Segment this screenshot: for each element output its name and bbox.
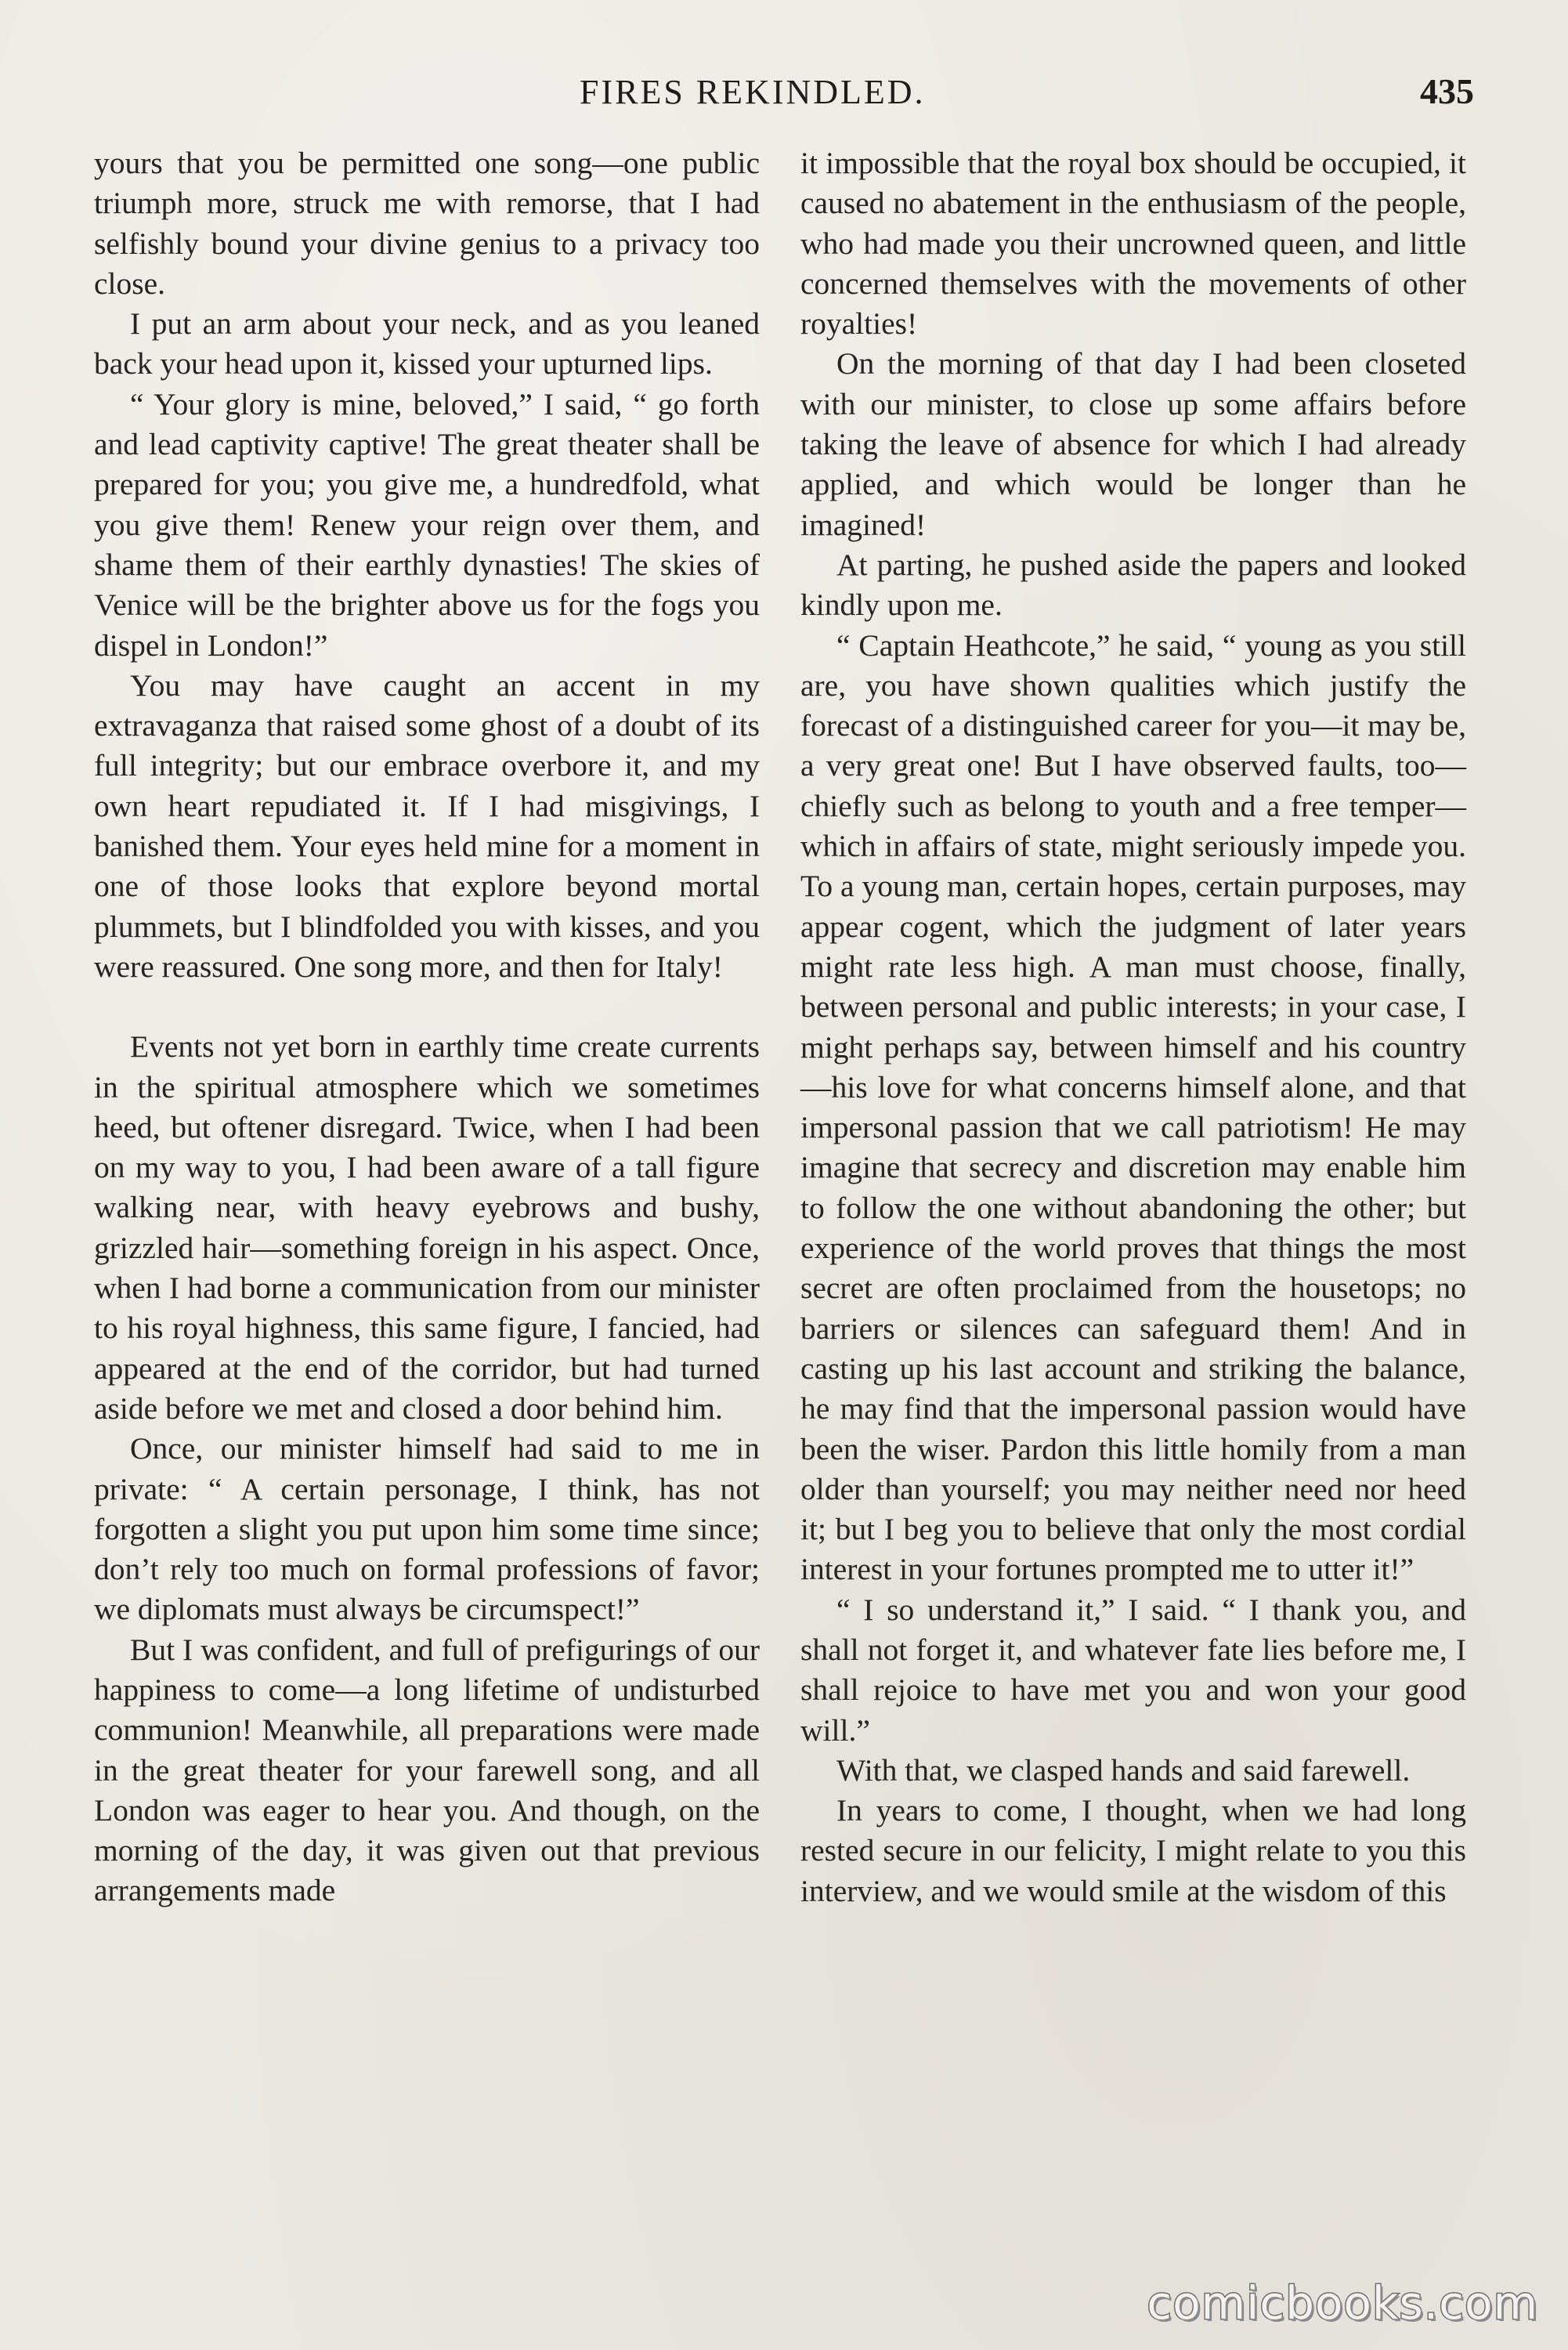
paragraph: “ I so understand it,” I said. “ I thank you, and shall not forget it, and whatever fate lies before me, I shall rejoice to have met you and won your good will.” (800, 1592, 1466, 1748)
running-title: FIRES REKINDLED. (580, 73, 926, 111)
page-number: 435 (1420, 71, 1474, 111)
paragraph: With that, we clasped hands and said farewell. (836, 1752, 1411, 1788)
paragraph: it impossible that the royal box should be occupied, it caused no abatement in the enthusiasm of the people, who had made you their uncrowned queen, and little concerned themselves with the movements of other royalties! (800, 146, 1466, 342)
paragraph: On the morning of that day I had been closeted with our minister, to close up some affairs before taking the leave of absence for which I had already applied, and which would be longer than he imagined! (800, 346, 1466, 542)
paragraph: I put an arm about your neck, and as you leaned back your head upon it, kissed your upturned lips. (94, 306, 760, 381)
left-column (94, 143, 760, 1911)
right-column (800, 143, 1466, 1911)
paragraph: “ Your glory is mine, beloved,” I said, “ go forth and lead captivity captive! The great theater shall be prepared for you; you give me, a hundredfold, what you give them! Renew your reign over them, and shame them of their earthly dynasties! The skies of Venice will be the brighter above us for the fogs you dispel in London!” (94, 386, 760, 663)
paragraph: Events not yet born in earthly time create currents in the spiritual atmosphere which we sometimes heed, but oftener disregard. Twice, when I had been on my way to you, I had been aware of a tall figure walking near, with heavy eyebrows and bushy, grizzled hair—something foreign in his aspect. Once, when I had borne a communication from our minister to his royal highness, this same figure, I fancied, had appeared at the end of the corridor, but had turned aside before we met and closed a door behind him. (94, 1029, 760, 1426)
paragraph: At parting, he pushed aside the papers and looked kindly upon me. (800, 547, 1466, 623)
site-watermark: comicbooks.com (1147, 2276, 1538, 2330)
paragraph: You may have caught an accent in my extravaganza that raised some ghost of a doubt of its full integrity; but our embrace overbore it, and my own heart repudiated it. If I had misgivings, I banished them. Your eyes held mine for a moment in one of those looks that explore beyond mortal plummets, but I blindfolded you with kisses, and you were reassured. One song more, and then for Italy! (94, 667, 760, 984)
paragraph: But I was confident, and full of prefigurings of our happiness to come—a long lifetime of undisturbed communion! Meanwhile, all preparations were made in the great theater for your farewell song, and all London was eager to hear you. And though, on the morning of the day, it was given out that previous arrangements made (94, 1632, 760, 1908)
paragraph: Once, our minister himself had said to me in private: “ A certain personage, I think, has not forgotten a slight you put upon him some time since; don’t rely too much on formal professions of favor; we diplomats must always be circumspect!” (94, 1431, 760, 1627)
paragraph: “ Captain Heathcote,” he said, “ young as you still are, you have shown qualities which justify the forecast of a distinguished career for you—it may be, a very great one! But I have observed faults, too—chiefly such as belong to youth and a free temper—which in affairs of state, might seriously impede you. To a young man, certain hopes, certain purposes, may appear cogent, which the judgment of later years might rate less high. A man must choose, finally, between personal and public interests; in your case, I might perhaps say, between himself and his country—his love for what concerns himself alone, and that impersonal passion that we call patriotism! He may imagine that secrecy and discretion may enable him to follow the one without abandoning the other; but experience of the world proves that things the most secret are often proclaimed from the housetops; no barriers or silences can safeguard them! And in casting up his last account and striking the balance, he may find that the impersonal passion would have been the wiser. Pardon this little homily from a man older than yourself; you may neither need nor heed it; but I beg you to believe that only the most cordial interest in your fortunes prompted me to utter it!” (800, 627, 1466, 1587)
paragraph: In years to come, I thought, when we had long rested secure in our felicity, I might relate to you this interview, and we would smile at the wisdom of this (800, 1793, 1466, 1908)
paragraph: yours that you be permitted one song—one public triumph more, struck me with remorse, that I had selfishly bound your divine genius to a privacy too close. (94, 146, 760, 301)
